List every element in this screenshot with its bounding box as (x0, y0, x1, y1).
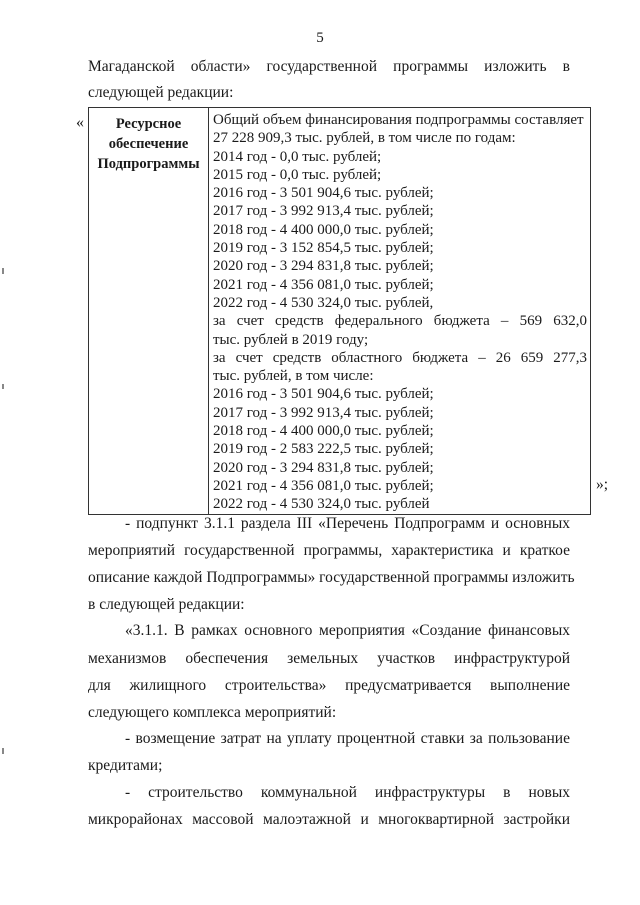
content-line: 2019 год - 2 583 222,5 тыс. рублей; (213, 441, 434, 458)
intro-line: Магаданской области» государственной программы изложить в (88, 58, 570, 75)
content-line: 2014 год - 0,0 тыс. рублей; (213, 148, 382, 165)
scan-mark (2, 748, 4, 754)
content-line: 27 228 909,3 тыс. рублей, в том числе по годам: (213, 130, 516, 147)
paragraph-line: описание каждой Подпрограммы» государственной программы изложить (88, 569, 575, 586)
bullet-line: - возмещение затрат на уплату процентной ставки за пользование (125, 730, 570, 747)
content-line: 2018 год - 4 400 000,0 тыс. рублей; (213, 221, 434, 238)
intro-line: следующей редакции: (88, 84, 234, 101)
content-line: 2016 год - 3 501 904,6 тыс. рублей; (213, 386, 434, 403)
bullet-line: кредитами; (88, 757, 163, 774)
scan-mark (2, 268, 4, 274)
content-line: тыс. рублей в 2019 году; (213, 331, 369, 348)
content-line: 2021 год - 4 356 081,0 тыс. рублей; (213, 276, 434, 293)
content-line: 2020 год - 3 294 831,8 тыс. рублей; (213, 459, 434, 476)
scan-mark (2, 384, 4, 389)
header-line: Ресурсное (115, 116, 182, 132)
content-line: 2017 год - 3 992 913,4 тыс. рублей; (213, 203, 434, 220)
content-line: 2022 год - 4 530 324,0 тыс. рублей (213, 496, 430, 513)
table-header-cell (89, 108, 209, 515)
content-line: за счет средств областного бюджета – 26 659 277,3 (213, 349, 587, 366)
paragraph-line: следующего комплекса мероприятий: (88, 704, 337, 721)
content-line: 2016 год - 3 501 904,6 тыс. рублей; (213, 185, 434, 202)
content-line: 2022 год - 4 530 324,0 тыс. рублей, (213, 294, 434, 311)
paragraph-line: в следующей редакции: (88, 596, 245, 613)
content-line: за счет средств федерального бюджета – 569 632,0 (213, 313, 587, 330)
content-line: тыс. рублей, в том числе: (213, 368, 374, 385)
page-number: 5 (316, 30, 324, 46)
content-line: 2015 год - 0,0 тыс. рублей; (213, 166, 382, 183)
closing-quote: »; (596, 476, 609, 493)
paragraph-line: «3.1.1. В рамках основного мероприятия «Создание финансовых (125, 622, 570, 639)
content-line: 2020 год - 3 294 831,8 тыс. рублей; (213, 258, 434, 275)
bullet-line: - строительство коммунальной инфраструктуры в новых (125, 784, 570, 801)
paragraph-line: для жилищного строительства» предусматривается выполнение (88, 677, 570, 694)
bullet-line: микрорайонах массовой малоэтажной и многоквартирной застройки (88, 811, 570, 828)
table-content-cell (209, 108, 591, 515)
paragraph-line: - подпункт 3.1.1 раздела III «Перечень Подпрограмм и основных (125, 515, 570, 532)
content-line: 2021 год - 4 356 081,0 тыс. рублей; (213, 477, 434, 494)
content-line: Общий объем финансирования подпрограммы составляет (213, 112, 584, 128)
resource-table (88, 107, 591, 515)
paragraph-line: механизмов обеспечения земельных участков инфраструктурой (88, 650, 570, 667)
paragraph-line: мероприятий государственной программы, характеристика и краткое (88, 542, 570, 559)
content-line: 2018 год - 4 400 000,0 тыс. рублей; (213, 423, 434, 440)
content-line: 2017 год - 3 992 913,4 тыс. рублей; (213, 404, 434, 421)
opening-quote: « (76, 114, 84, 131)
content-line: 2019 год - 3 152 854,5 тыс. рублей; (213, 240, 434, 257)
header-line: Подпрограммы (97, 156, 200, 172)
header-line: обеспечение (108, 136, 189, 152)
